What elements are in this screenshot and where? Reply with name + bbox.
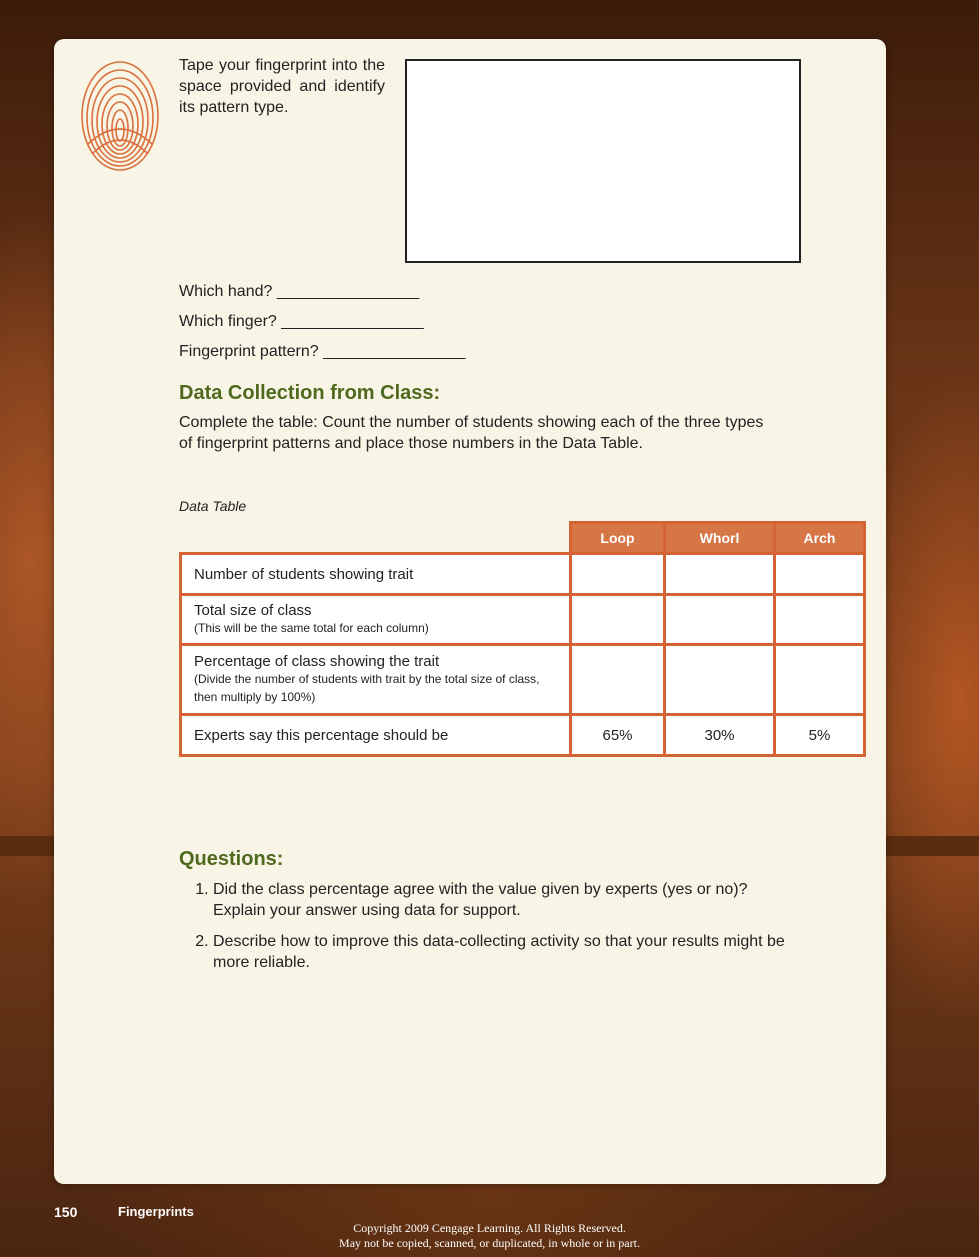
fingerprint-icon xyxy=(78,54,162,174)
table-cell: 30% xyxy=(665,715,775,756)
table-row xyxy=(181,595,865,645)
column-header-whorl: Whorl xyxy=(665,523,775,554)
row-label xyxy=(181,554,571,595)
copyright-line-1: Copyright 2009 Cengage Learning. All Rights Reserved. xyxy=(353,1221,626,1235)
row-label xyxy=(181,645,571,715)
table-cell[interactable] xyxy=(571,645,665,715)
which-finger-field[interactable]: Which finger? ________________ xyxy=(179,313,424,330)
table-caption: Data Table xyxy=(179,498,247,514)
row-label-text: Percentage of class showing the trait xyxy=(194,653,440,670)
table-corner xyxy=(181,523,571,554)
table-row xyxy=(181,645,865,715)
section-title: Fingerprints xyxy=(118,1204,194,1219)
row-label xyxy=(181,715,571,756)
row-label-text: Experts say this percentage should be xyxy=(194,726,449,744)
copyright-notice xyxy=(0,1221,979,1251)
data-collection-heading: Data Collection from Class: xyxy=(179,382,441,404)
table-cell[interactable] xyxy=(665,595,775,645)
list-item: 2. Describe how to improve this data-collecting activity so that your results might be more reliable. xyxy=(213,931,801,973)
table-row xyxy=(181,715,865,756)
table-cell[interactable] xyxy=(775,554,865,595)
table-cell[interactable] xyxy=(571,595,665,645)
fingerprint-tape-box[interactable] xyxy=(405,59,801,263)
table-cell[interactable] xyxy=(571,554,665,595)
table-cell: 65% xyxy=(571,715,665,756)
table-header-row xyxy=(181,523,865,554)
questions-heading: Questions: xyxy=(179,848,284,870)
tape-instruction: Tape your fingerprint into the space provided and identify its pattern type. xyxy=(179,57,385,116)
row-label-text: Total size of class xyxy=(194,602,312,619)
questions-list xyxy=(179,879,801,983)
table-cell[interactable] xyxy=(775,645,865,715)
row-note: (Divide the number of students with trait by the total size of class, then multiply by 100%) xyxy=(194,672,540,704)
which-hand-field[interactable]: Which hand? ________________ xyxy=(179,283,420,300)
table-cell[interactable] xyxy=(665,645,775,715)
column-header-arch: Arch xyxy=(775,523,865,554)
data-collection-instructions: Complete the table: Count the number of students showing each of the three types of fingerprint patterns and place those numbers in the Data Table. xyxy=(179,414,764,452)
table-cell[interactable] xyxy=(775,595,865,645)
table-cell: 5% xyxy=(775,715,865,756)
table-row xyxy=(181,554,865,595)
row-note: (This will be the same total for each column) xyxy=(194,621,429,635)
page-number: 150 xyxy=(54,1204,78,1220)
copyright-line-2: May not be copied, scanned, or duplicated, in whole or in part. xyxy=(339,1236,640,1250)
background-band-right xyxy=(879,836,979,856)
row-label xyxy=(181,595,571,645)
data-table xyxy=(179,521,866,757)
background-band-left xyxy=(0,836,60,856)
list-item: 1. Did the class percentage agree with the value given by experts (yes or no)? Explain your answer using data for support. xyxy=(213,879,801,921)
fingerprint-pattern-field[interactable]: Fingerprint pattern? ________________ xyxy=(179,343,466,360)
column-header-loop: Loop xyxy=(571,523,665,554)
table-cell[interactable] xyxy=(665,554,775,595)
row-label-text: Number of students showing trait xyxy=(194,565,414,583)
